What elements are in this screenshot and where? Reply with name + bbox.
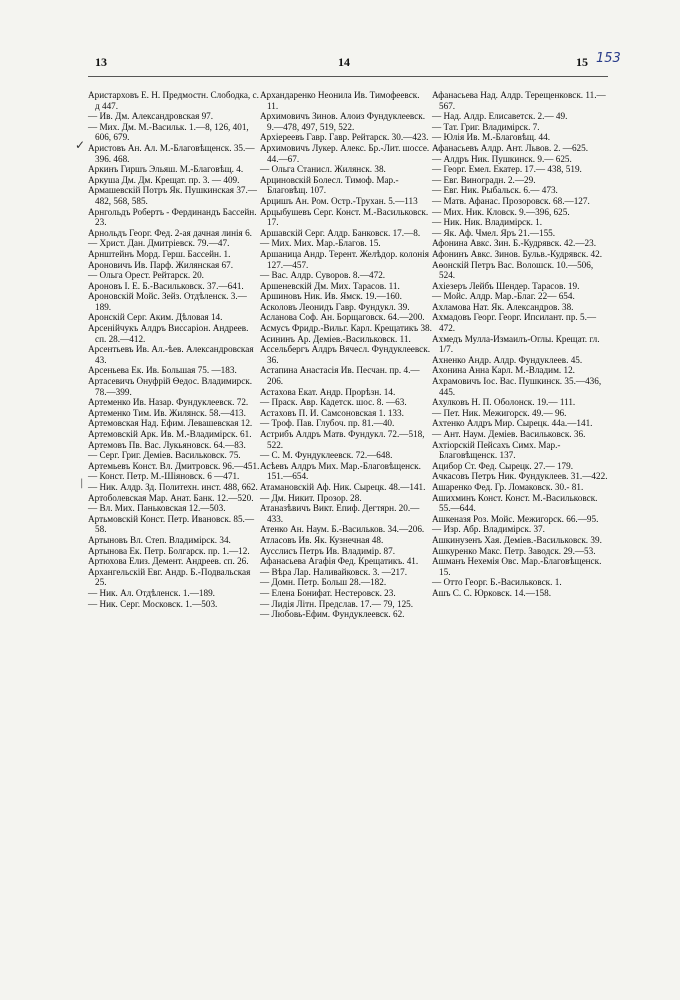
directory-entry: — Мих. Дм. М.-Васильк. 1.—8, 126, 401, 606, 679.	[88, 121, 249, 143]
directory-entry: — Дм. Никит. Прозор. 28.	[260, 492, 362, 503]
directory-entry: Астахова Екат. Андр. Прорѣзн. 14.	[260, 386, 396, 397]
directory-entry: Аршавскій Серг. Алдр. Банковск. 17.—8.	[260, 227, 421, 238]
directory-entry: Арнгольдъ Робертъ - Фердинандъ Бассейн. 23.	[88, 206, 257, 228]
directory-entry: — Праск. Авр. Кадетск. шос. 8. —63.	[260, 397, 407, 408]
directory-entry: Артьмовскій Конст. Петр. Ивановск. 85.—58.	[88, 513, 255, 535]
directory-entry: Аркуша Дм. Дм. Крещат. пр. 3. — 409.	[88, 174, 240, 185]
directory-entry: Атаназѣвичъ Викт. Епиф. Дегтярн. 20.—433.	[260, 503, 420, 524]
directory-entry: Ашкеназя Роз. Мойс. Межигорск. 66.—95.	[432, 513, 599, 524]
column-left	[88, 90, 260, 609]
directory-entry: Арцыбушевъ Серг. Конст. М.-Васильковск. 17.	[260, 206, 429, 228]
directory-entry: Аркинъ Гиршъ Эльяш. М.-Благовѣщ. 4.	[88, 164, 244, 175]
directory-entry: Ахламова Нат. Як. Александров. 38.	[432, 301, 574, 312]
directory-entry: Арцишъ Ан. Ром. Остр.-Трухан. 5.—113	[260, 195, 418, 206]
directory-entry: Афанасьевъ Алдр. Ант. Львов. 2. —625.	[432, 142, 589, 153]
directory-entry: Ахненко Андр. Алдр. Фундуклеев. 45.	[432, 354, 583, 365]
directory-entry: Аронскій Серг. Аким. Дѣловая 14.	[88, 312, 223, 323]
directory-entry: — Як. Аф. Чмел. Яръ 21.—155.	[432, 227, 556, 238]
directory-entry: Атенко Ан. Наум. Б.-Васильков. 34.—206.	[260, 524, 425, 535]
directory-entry: — Вѣра Лар. Наливайковск. 3. —217.	[260, 566, 408, 577]
directory-entry: — Ив. Дм. Александровская 97.	[88, 111, 214, 122]
directory-entry: Артюхова Елиз. Демент. Андреев. сп. 26.	[88, 556, 249, 567]
directory-entry: Астапина Анастасія Ив. Песчан. пр. 4.—206.	[260, 365, 420, 387]
directory-entry: — Отто Георг. Б.-Васильковск. 1.	[432, 577, 562, 588]
directory-entry: Архангельскій Евг. Андр. Б.-Подвальская 25.	[88, 566, 251, 588]
directory-entry: — Ник. Серг. Московск. 1.—503.	[88, 598, 218, 609]
directory-entry: Ароновскій Мойс. Зейз. Отдѣленск. 3.—189.	[88, 291, 247, 312]
directory-entry: Афанасьева Над. Алдр. Терещенковск. 11.—567.	[432, 90, 606, 111]
directory-entry: Артеменко Тим. Ив. Жилянск. 58.—413.	[88, 407, 246, 418]
directory-entry: Афонина Авкс. Зин. Б.-Кудрявск. 42.—23.	[432, 238, 597, 249]
directory-entry: Ахонина Анна Карл. М.-Владим. 12.	[432, 365, 575, 376]
directory-entry: Аршеневскій Дм. Мих. Тарасов. 11.	[260, 280, 400, 291]
directory-entry: Арнольдъ Георг. Фед. 2-ая дачная линія 6.	[88, 227, 252, 238]
directory-entry: Ароновичъ Ив. Парф. Жилянская 67.	[88, 259, 234, 270]
column-right	[432, 90, 610, 599]
directory-entry: Ахіезеръ Лейбъ Шендер. Тарасов. 19.	[432, 280, 580, 291]
directory-entry: Арсентьевъ Ив. Ал.-ѣев. Александровская 43.	[88, 344, 254, 365]
directory-entry: — Алдръ Ник. Пушкинск. 9.— 625.	[432, 153, 572, 164]
directory-entry: — Георг. Емел. Екатер. 17.— 438, 519.	[432, 164, 582, 175]
directory-entry: — Евг. Виноградн. 2.—29.	[432, 174, 536, 185]
directory-entry: — Ник. Алдр. Зд. Политехн. инст. 488, 662.	[88, 481, 258, 492]
directory-entry: Артемовская Над. Ефим. Левашевская 12.	[88, 418, 253, 429]
directory-entry: Аѳонскій Петръ Вас. Волошск. 10.—506, 524.	[432, 259, 594, 281]
directory-entry: Армашевскій Потръ Як. Пушкинская 37.—482, 568, 585.	[88, 185, 257, 206]
directory-entry: — Ник. Ал. Отдѣленск. 1.—189.	[88, 587, 215, 598]
directory-entry: Ахрамовичъ Іос. Вас. Пушкинск. 35.—436, 445.	[432, 376, 602, 397]
directory-entry: Архимовичъ Зинов. Алоиз Фундуклеевск. 9.—478, 497, 519, 522.	[260, 111, 426, 132]
directory-entry: Ашъ С. С. Юрковск. 14.—158.	[432, 587, 551, 598]
directory-entry: Аристарховъ Е. Н. Предмостн. Слободка, с. д 447.	[88, 90, 259, 111]
directory-entry: Артыновъ Вл. Степ. Владимірск. 34.	[88, 534, 231, 545]
directory-entry: Атласовъ Ив. Як. Кузнечная 48.	[260, 534, 384, 545]
header-rule	[88, 76, 608, 77]
directory-entry: — Ольга Станисл. Жилянск. 38.	[260, 164, 386, 175]
directory-entry: — Вас. Алдр. Суворов. 8.—472.	[260, 270, 386, 281]
directory-entry: Артеменко Ив. Назар. Фундуклеевск. 72.	[88, 397, 249, 408]
page-number-right: 15	[576, 55, 588, 69]
directory-entry: — Конст. Петр. М.-Шіяновск. 6 —471.	[88, 471, 240, 482]
directory-entry: — Ант. Наум. Деміев. Васильковск. 36.	[432, 429, 586, 439]
directory-entry: Асланова Соф. Ан. Борщаговск. 64.—200.	[260, 312, 425, 323]
directory-entry: — Евг. Ник. Рыбальск. 6.— 473.	[432, 185, 558, 196]
directory-entry: Асининъ Ар. Деміев.-Васильковск. 11.	[260, 333, 411, 344]
directory-entry: Астрибъ Алдръ Матв. Фундукл. 72.—518, 522.	[260, 429, 425, 450]
directory-entry: — Христ. Дан. Дмитріевск. 79.—47.	[88, 238, 230, 249]
directory-entry: Ашманъ Нехемія Овс. Мар.-Благовѣщенск. 15.	[432, 556, 602, 577]
directory-entry: — Любовь-Ефим. Фундуклеевск. 62.	[260, 609, 405, 620]
directory-entry: Атамановскій Аф. Ник. Сырецк. 48.—141.	[260, 481, 426, 492]
directory-entry: — Тат. Григ. Владимірск. 7.	[432, 121, 540, 132]
directory-entry: Артасевичъ Онуфрій Ѳедос. Владимирск. 78.—399.	[88, 376, 253, 397]
handwritten-mark: 153	[596, 51, 621, 66]
directory-entry: — Изр. Абр. Владимірск. 37.	[432, 524, 545, 535]
directory-entry: — Юлія Ив. М.-Благовѣщ. 44.	[432, 132, 550, 143]
directory-entry: — Лидія Літн. Предслав. 17.— 79, 125.	[260, 598, 414, 609]
directory-entry: Артемовскій Арк. Ив. М.-Владимірск. 61.	[88, 429, 252, 439]
directory-entry: — Над. Алдр. Елисаветск. 2.— 49.	[432, 111, 568, 122]
directory-entry: Ашаренко Фед. Гр. Ломаковск. 30.- 81.	[432, 481, 584, 492]
directory-entry: Асѣевъ Алдръ Мих. Мар.-Благовѣщенск. 151.—654.	[260, 460, 421, 482]
directory-entry: Асмусъ Фридр.-Вильг. Карл. Крещатикъ 38.	[260, 323, 432, 334]
directory-entry: Артемьевъ Конст. Вл. Дмитровск. 96.—451.	[88, 460, 260, 471]
directory-entry: Ацибор Ст. Фед. Сырецк. 27.— 179.	[432, 460, 574, 471]
directory-entry: Ахулковъ Н. П. Оболонск. 19.— 111.	[432, 397, 576, 408]
directory-entry: — Пет. Ник. Межигорск. 49.— 96.	[432, 407, 567, 418]
directory-entry: Ачкасовъ Петръ Ник. Фундуклеев. 31.—422.	[432, 471, 608, 482]
directory-entry: Ахтіорскій Пейсахъ Симх. Мар.-Благовѣщенск. 137.	[432, 439, 561, 461]
directory-entry: Аршаница Андр. Терент. Желѣдор. колонія 127.—457.	[260, 248, 429, 270]
directory-entry: — Матв. Афанас. Прозоровск. 68.—127.	[432, 195, 590, 206]
directory-entry: Ашкуренко Макс. Петр. Заводск. 29.—53.	[432, 545, 596, 556]
directory-entry: Арсенійчукъ Алдръ Виссаріон. Андреев. сп. 28.—412.	[88, 323, 249, 344]
directory-entry: Ашкинузенъ Хая. Деміев.-Васильковск. 39.	[432, 534, 602, 545]
directory-entry: — Ольга Орест. Рейтарск. 20.	[88, 270, 204, 281]
directory-entry: — Ник. Ник. Владимірск. 1.	[432, 217, 543, 228]
directory-entry: — Троф. Пав. Глубоч. пр. 81.—40.	[260, 418, 395, 429]
directory-entry: Артынова Ек. Петр. Болгарск. пр. 1.—12.	[88, 545, 250, 556]
directory-entry: Аристовъ Ан. Ал. М.-Благовѣщенск. 35.—396. 468.	[88, 142, 255, 164]
directory-entry: Арциновскій Болесл. Тимоф. Мар.-Благовѣщ. 107.	[260, 174, 399, 196]
directory-entry: Артемовъ Пв. Вас. Лукьяновск. 64.—83.	[88, 439, 246, 450]
directory-entry: Архіереевъ Гавр. Гавр. Рейтарск. 30.—423.	[260, 132, 429, 143]
directory-entry: Ашихминъ Конст. Конст. М.-Васильковск. 55.—644.	[432, 492, 598, 514]
column-middle	[260, 90, 432, 620]
directory-entry: Ароновъ І. Е. Б.-Васильковск. 37.—641.	[88, 280, 244, 291]
directory-entry: Афанасьева Агафія Фед. Крещатикъ. 41.	[260, 556, 419, 567]
directory-entry: — Мойс. Алдр. Мар.-Благ. 22— 654.	[432, 291, 575, 302]
directory-entry: Архандаренко Неонила Ив. Тимофеевск. 11.	[260, 90, 420, 111]
directory-entry: Аусслисъ Петръ Ив. Владимір. 87.	[260, 545, 396, 556]
directory-entry: — Домн. Петр. Больш 28.—182.	[260, 577, 387, 588]
directory-entry: Ахмедъ Мулла-Измаилъ-Оглы. Крещат. гл. 1/7.	[432, 333, 600, 355]
pencil-margin-mark: |	[80, 478, 84, 489]
directory-entry: — Вл. Мих. Паньковская 12.—503.	[88, 503, 226, 514]
directory-entry: Асколовъ Леонидъ Гавр. Фундукл. 39.	[260, 301, 410, 312]
directory-entry: Арсеньева Ек. Ив. Большая 75. —183.	[88, 365, 237, 376]
directory-entry: Арнштейнъ Морд. Герш. Бассейн. 1.	[88, 248, 231, 259]
directory-entry: — Серг. Григ. Деміев. Васильковск. 75.	[88, 450, 241, 461]
directory-entry: Афонинъ Авкс. Зинов. Бульв.-Кудрявск. 42.	[432, 248, 603, 259]
directory-entry: Артоболевская Мар. Анат. Банк. 12.—520.	[88, 492, 254, 503]
directory-entry: Аршиновъ Ник. Ив. Ямск. 19.—160.	[260, 291, 402, 302]
pencil-check-mark: ✓	[75, 138, 86, 152]
directory-entry: Астаховъ П. И. Самсоновская 1. 133.	[260, 407, 404, 418]
directory-entry: Ахмадовъ Георг. Георг. Ипсилант. пр. 5.—472.	[432, 312, 597, 334]
directory-entry: Ассельбергъ Алдръ Вячесл. Фундуклеевск. 36.	[260, 344, 431, 365]
page-number-left: 13	[95, 55, 107, 69]
directory-entry: Архимовичъ Лукер. Алекс. Бр.-Лит. шоссе. 44.—67.	[260, 142, 430, 164]
directory-entry: — Мих. Ник. Кловск. 9.—396, 625.	[432, 206, 570, 217]
directory-entry: — С. М. Фундуклеевск. 72.—648.	[260, 450, 393, 461]
page-number-center: 14	[338, 55, 350, 69]
directory-entry: Ахтенко Алдръ Мир. Сырецк. 44а.—141.	[432, 418, 593, 429]
directory-entry: — Мих. Мих. Мар.-Благов. 15.	[260, 238, 381, 249]
directory-entry: — Елена Бонифат. Нестеровск. 23.	[260, 587, 396, 598]
